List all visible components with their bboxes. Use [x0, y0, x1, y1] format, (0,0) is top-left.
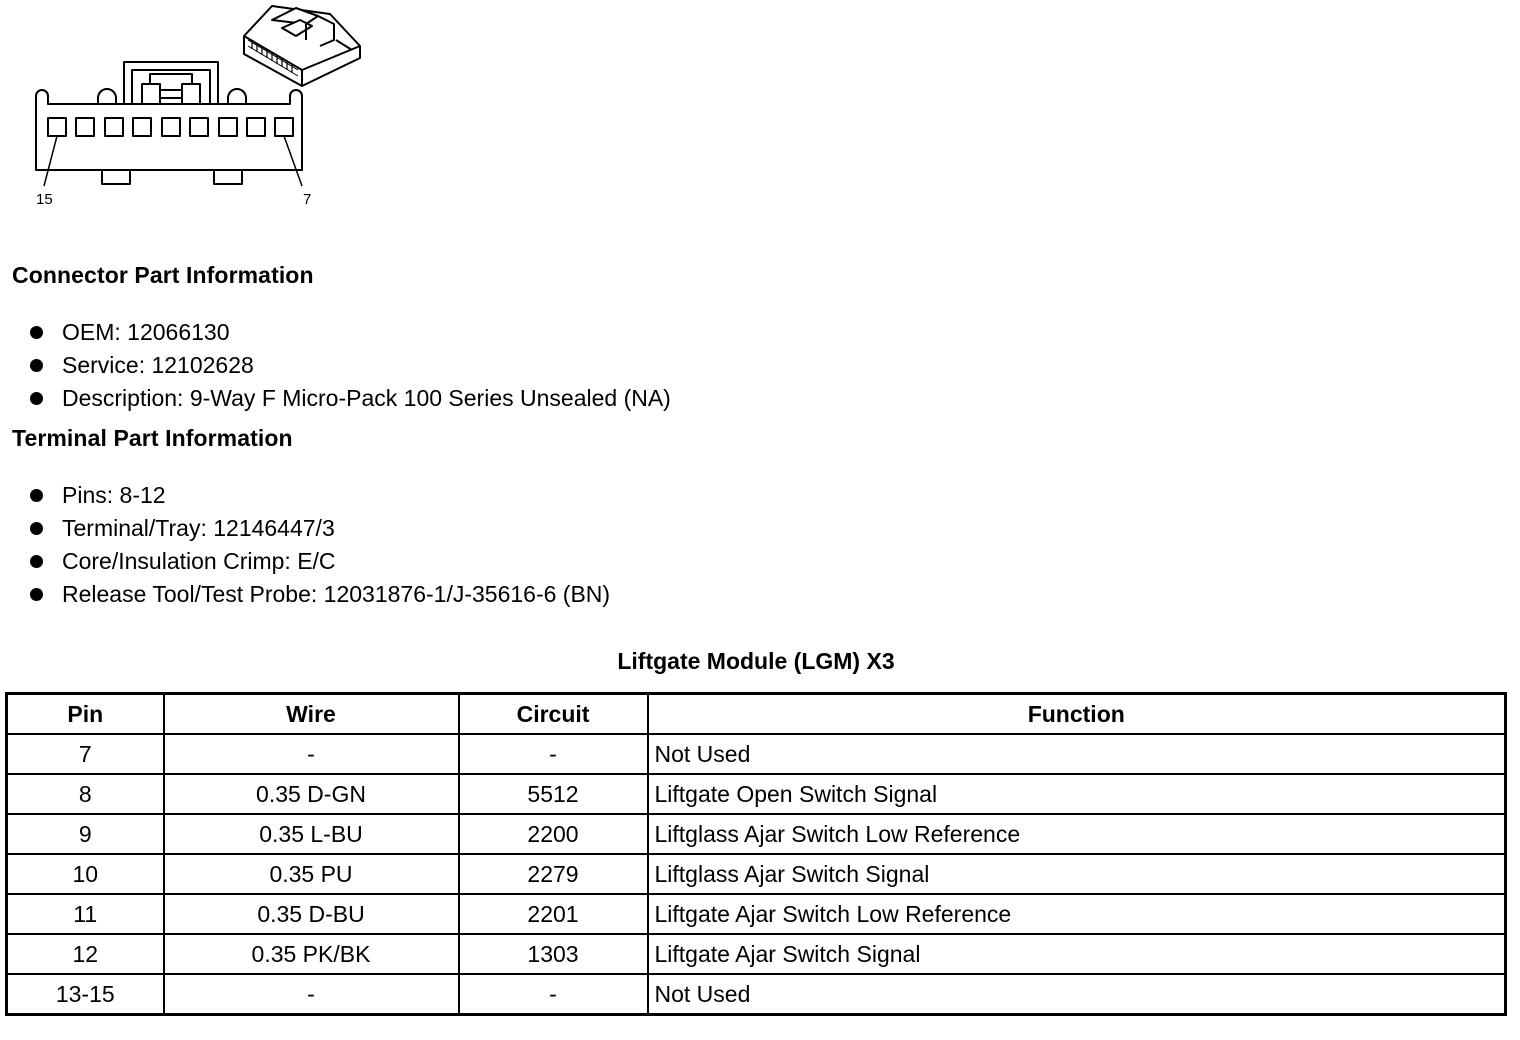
cell-function: Liftgate Open Switch Signal	[648, 774, 1506, 814]
cell-circuit: 1303	[459, 934, 648, 974]
pin-table	[5, 692, 1507, 1016]
cell-pin: 13-15	[7, 974, 164, 1015]
bullet-icon	[30, 588, 43, 601]
table-row	[7, 734, 1506, 774]
pin-label-7: 7	[303, 191, 312, 208]
header-function: Function	[648, 694, 1506, 735]
connector-part-info-list	[30, 316, 671, 415]
cell-circuit: 2279	[459, 854, 648, 894]
pin-label-15: 15	[36, 191, 53, 208]
cell-wire: 0.35 D-BU	[164, 894, 459, 934]
list-item: Description: 9-Way F Micro-Pack 100 Series Unsealed (NA)	[30, 382, 671, 415]
table-row	[7, 974, 1506, 1015]
cell-wire: 0.35 L-BU	[164, 814, 459, 854]
cell-pin: 11	[7, 894, 164, 934]
bullet-icon	[30, 522, 43, 535]
header-circuit: Circuit	[459, 694, 648, 735]
terminal-part-info-heading: Terminal Part Information	[12, 425, 293, 451]
cell-function: Not Used	[648, 974, 1506, 1015]
cell-circuit: 5512	[459, 774, 648, 814]
header-wire: Wire	[164, 694, 459, 735]
cell-function: Not Used	[648, 734, 1506, 774]
cell-function: Liftglass Ajar Switch Signal	[648, 854, 1506, 894]
table-row	[7, 934, 1506, 974]
bullet-icon	[30, 555, 43, 568]
connector-front-view	[36, 62, 302, 186]
cell-wire: 0.35 PK/BK	[164, 934, 459, 974]
cell-function: Liftglass Ajar Switch Low Reference	[648, 814, 1506, 854]
table-row	[7, 894, 1506, 934]
cell-function: Liftgate Ajar Switch Low Reference	[648, 894, 1506, 934]
connector-diagram	[0, 0, 380, 215]
list-item: OEM: 12066130	[30, 316, 671, 349]
cell-pin: 9	[7, 814, 164, 854]
cell-pin: 8	[7, 774, 164, 814]
list-item: Release Tool/Test Probe: 12031876-1/J-35616-6 (BN)	[30, 578, 610, 611]
list-item: Service: 12102628	[30, 349, 671, 382]
header-pin: Pin	[7, 694, 164, 735]
cell-pin: 7	[7, 734, 164, 774]
cell-wire: 0.35 D-GN	[164, 774, 459, 814]
cell-wire: -	[164, 974, 459, 1015]
list-item: Pins: 8-12	[30, 479, 610, 512]
bullet-icon	[30, 326, 43, 339]
cell-circuit: 2201	[459, 894, 648, 934]
table-row	[7, 854, 1506, 894]
bullet-icon	[30, 392, 43, 405]
bullet-icon	[30, 359, 43, 372]
table-title: Liftgate Module (LGM) X3	[617, 648, 895, 674]
connector-part-info-heading: Connector Part Information	[12, 262, 314, 288]
cell-circuit: 2200	[459, 814, 648, 854]
connector-isometric-view	[244, 6, 360, 86]
list-item: Terminal/Tray: 12146447/3	[30, 512, 610, 545]
cell-wire: 0.35 PU	[164, 854, 459, 894]
cell-circuit: -	[459, 974, 648, 1015]
terminal-part-info-list	[30, 479, 610, 611]
cell-circuit: -	[459, 734, 648, 774]
cell-wire: -	[164, 734, 459, 774]
bullet-icon	[30, 489, 43, 502]
table-row	[7, 774, 1506, 814]
table-row	[7, 814, 1506, 854]
cell-function: Liftgate Ajar Switch Signal	[648, 934, 1506, 974]
list-item: Core/Insulation Crimp: E/C	[30, 545, 610, 578]
table-header-row	[7, 694, 1506, 735]
cell-pin: 12	[7, 934, 164, 974]
cell-pin: 10	[7, 854, 164, 894]
